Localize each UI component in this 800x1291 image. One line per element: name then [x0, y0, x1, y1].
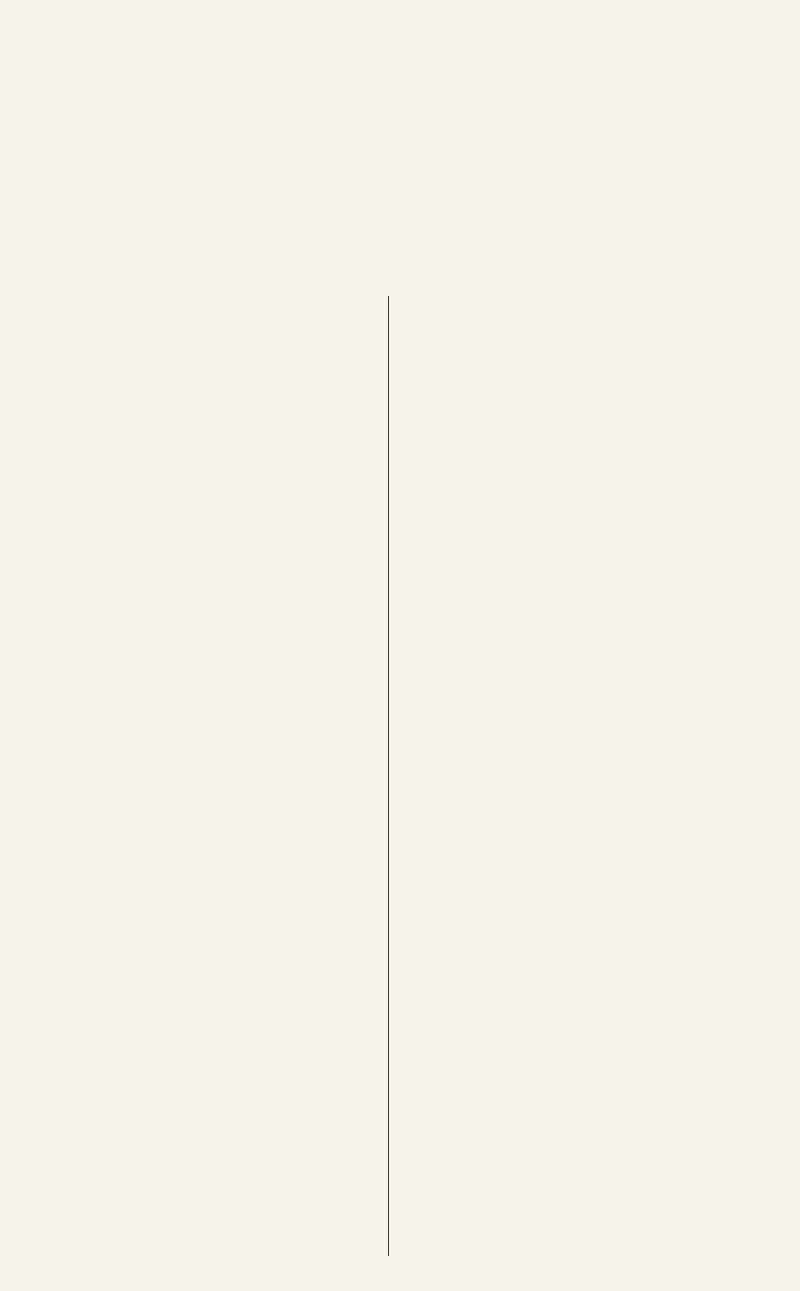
column-divider: [388, 296, 389, 1256]
